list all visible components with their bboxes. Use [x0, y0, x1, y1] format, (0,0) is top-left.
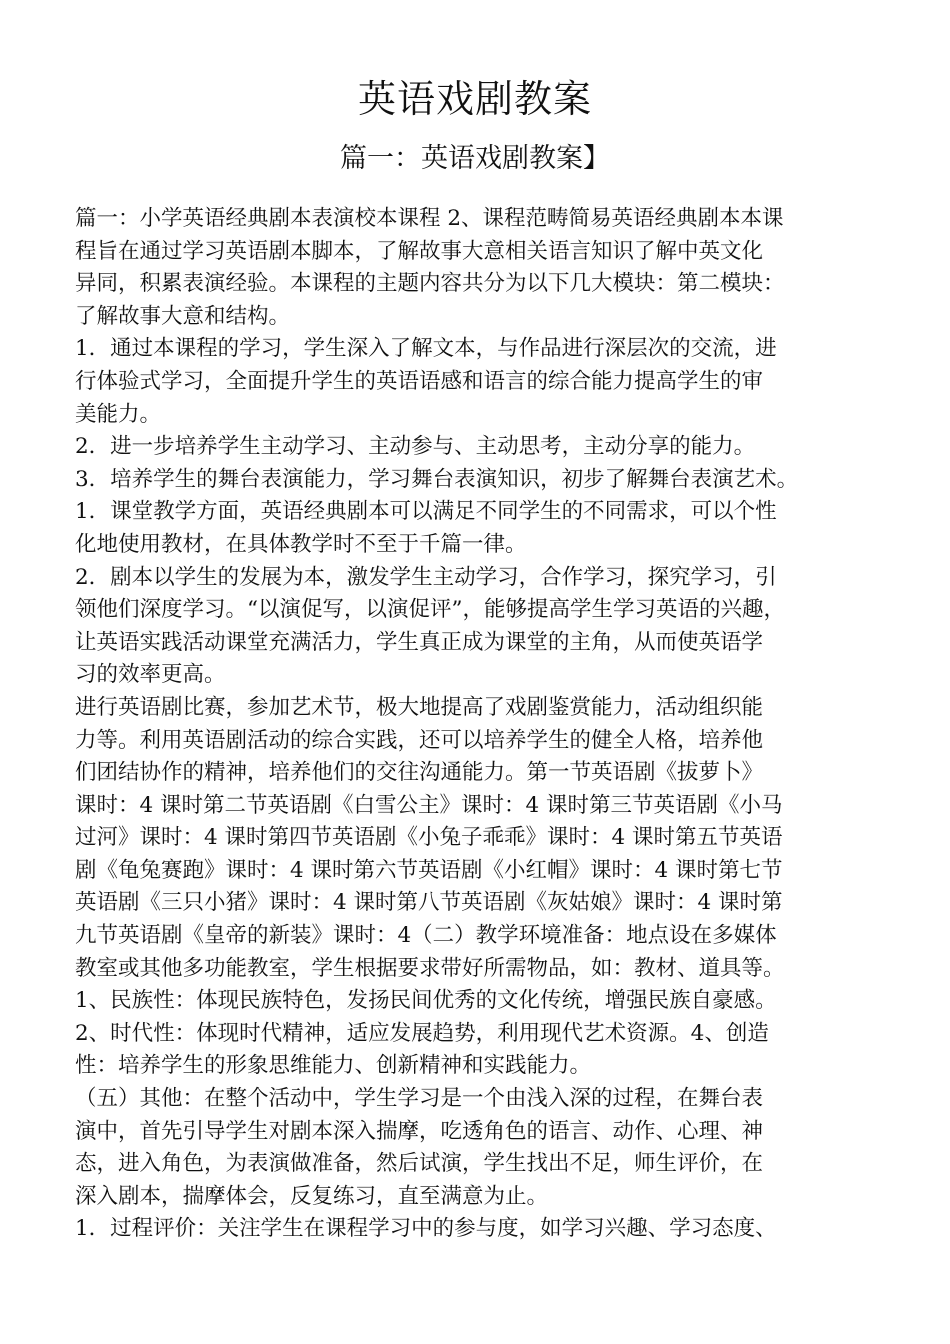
body-line: 2．剧本以学生的发展为本，激发学生主动学习，合作学习，探究学习，引 [75, 564, 777, 590]
body-line: 深入剧本，揣摩体会，反复练习，直至满意为止。 [75, 1183, 549, 1209]
body-line: 领他们深度学习。“以演促写，以演促评”，能够提高学生学习英语的兴趣， [75, 597, 785, 623]
body-line: 性：培养学生的形象思维能力、创新精神和实践能力。 [75, 1053, 592, 1079]
body-line: 程旨在通过学习英语剧本脚本，了解故事大意相关语言知识了解中英文化 [75, 238, 764, 264]
body-line: 剧《龟兔赛跑》课时：4 课时第六节英语剧《小红帽》课时：4 课时第七节 [75, 857, 783, 883]
body-line: 美能力。 [75, 401, 162, 427]
body-line: 3．培养学生的舞台表演能力，学习舞台表演知识，初步了解舞台表演艺术。 [75, 466, 799, 492]
body-line: 化地使用教材，在具体教学时不至于千篇一律。 [75, 531, 527, 557]
body-line: 习的效率更高。 [75, 662, 226, 688]
body-line: 行体验式学习，全面提升学生的英语语感和语言的综合能力提高学生的审 [75, 368, 764, 394]
document-subtitle: 篇一：英语戏剧教案】 [340, 143, 610, 174]
body-line: 英语剧《三只小猪》课时：4 课时第八节英语剧《灰姑娘》课时：4 课时第 [75, 890, 783, 916]
body-line: 演中，首先引导学生对剧本深入揣摩，吃透角色的语言、动作、心理、神 [75, 1118, 764, 1144]
body-line: 异同，积累表演经验。本课程的主题内容共分为以下几大模块：第二模块： [75, 271, 785, 297]
body-line: 让英语实践活动课堂充满活力，学生真正成为课堂的主角，从而使英语学 [75, 629, 764, 655]
body-line: 1、民族性：体现民族特色，发扬民间优秀的文化传统，增强民族自豪感。 [75, 988, 777, 1014]
document-body [75, 203, 890, 1246]
body-line: 进行英语剧比赛，参加艺术节，极大地提高了戏剧鉴赏能力，活动组织能 [75, 694, 764, 720]
body-line: 们团结协作的精神，培养他们的交往沟通能力。第一节英语剧《拔萝卜》 [75, 760, 764, 786]
document-title: 英语戏剧教案 [357, 77, 592, 121]
body-line: 九节英语剧《皇帝的新装》课时：4（二）教学环境准备：地点设在多媒体 [75, 923, 777, 949]
body-line: 2、时代性：体现时代精神，适应发展趋势，利用现代艺术资源。4、创造 [75, 1020, 769, 1046]
body-line: 态，进入角色，为表演做准备，然后试演，学生找出不足，师生评价，在 [75, 1151, 764, 1177]
body-line: 篇一：小学英语经典剧本表演校本课程 2、课程范畴简易英语经典剧本本课 [75, 206, 784, 231]
body-line: 力等。利用英语剧活动的综合实践，还可以培养学生的健全人格，培养他 [75, 727, 764, 753]
body-line: （五）其他：在整个活动中，学生学习是一个由浅入深的过程，在舞台表 [75, 1086, 764, 1112]
body-line: 了解故事大意和结构。 [75, 303, 291, 329]
body-line: 教室或其他多功能教室，学生根据要求带好所需物品，如：教材、道具等。 [75, 955, 785, 981]
body-line: 1．通过本课程的学习，学生深入了解文本，与作品进行深层次的交流，进 [75, 336, 777, 362]
body-line: 课时：4 课时第二节英语剧《白雪公主》课时：4 课时第三节英语剧《小马 [75, 792, 783, 818]
body-line: 2．进一步培养学生主动学习、主动参与、主动思考，主动分享的能力。 [75, 434, 756, 460]
body-line: 过河》课时：4 课时第四节英语剧《小兔子乖乖》课时：4 课时第五节英语 [75, 825, 783, 851]
body-line: 1．过程评价：关注学生在课程学习中的参与度，如学习兴趣、学习态度、 [75, 1216, 777, 1242]
body-line: 1．课堂教学方面，英语经典剧本可以满足不同学生的不同需求，可以个性 [75, 499, 777, 525]
